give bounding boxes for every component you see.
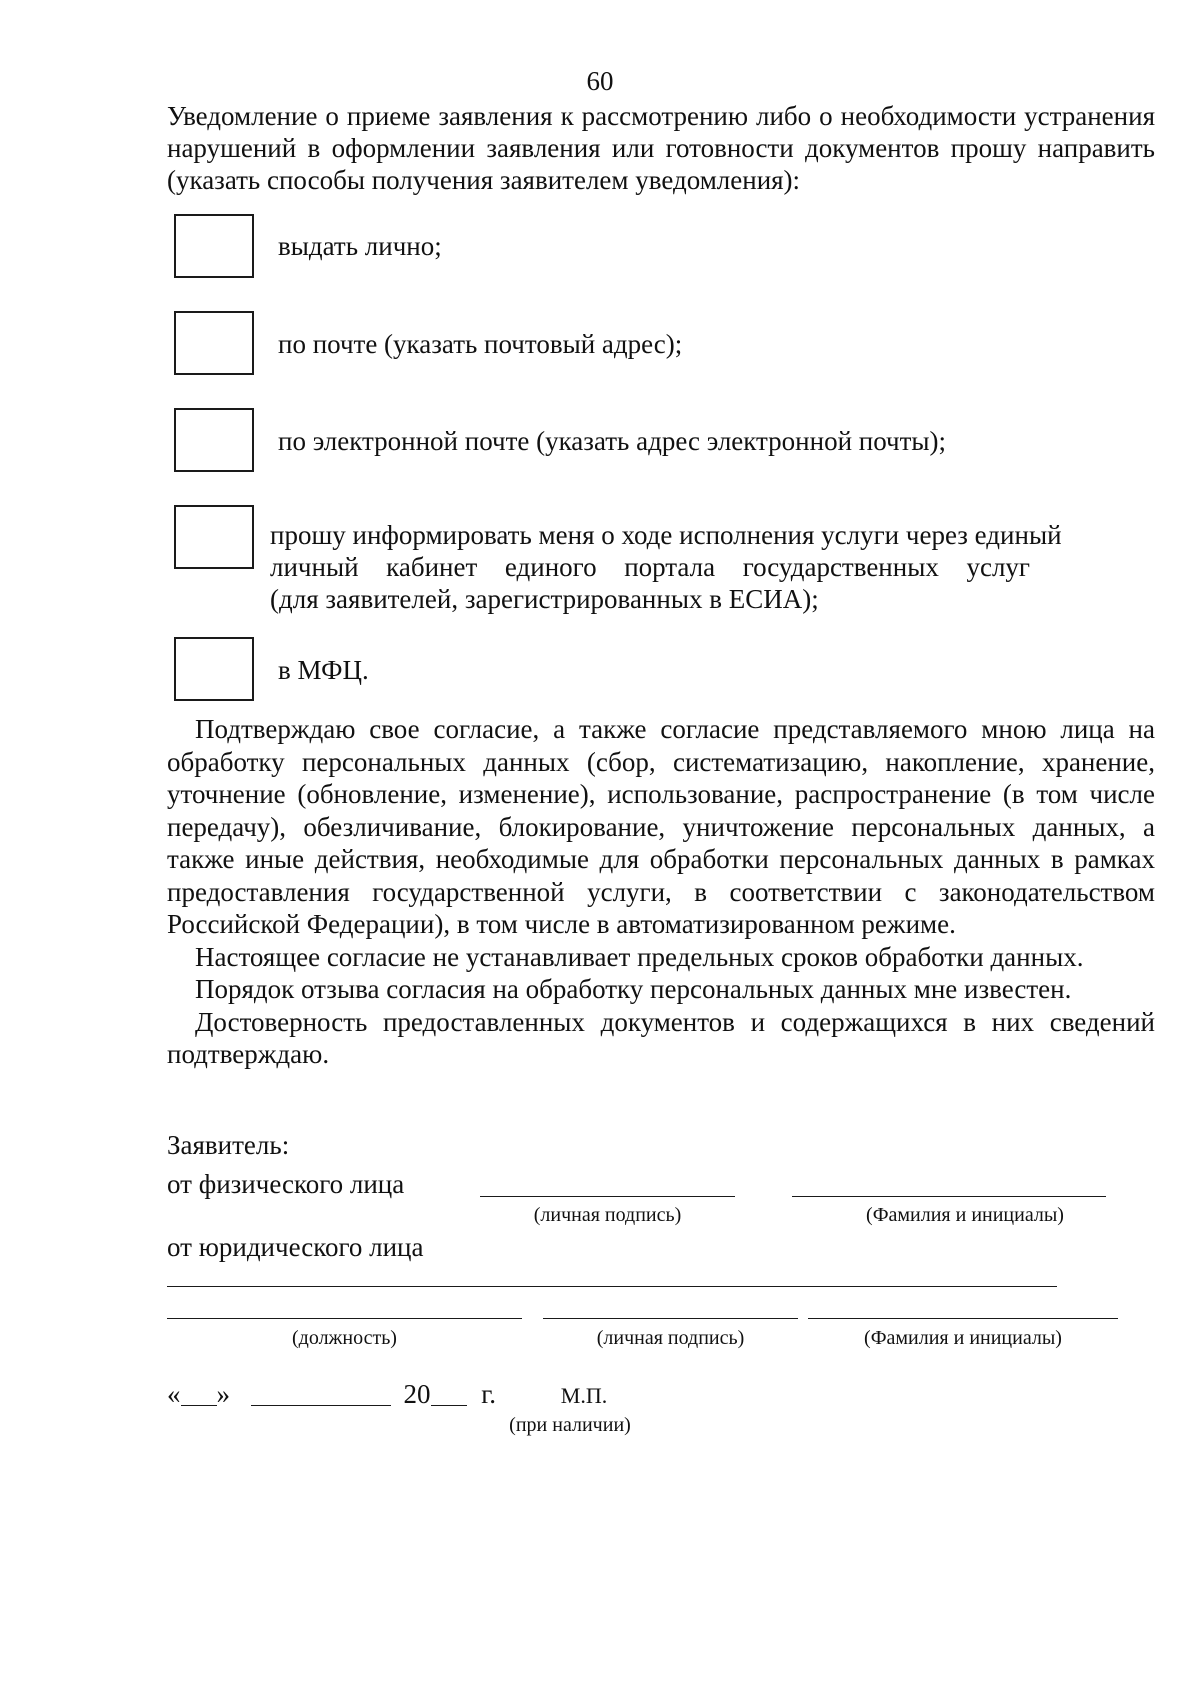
individual-name-caption: (Фамилия и инициалы) xyxy=(866,1204,1064,1226)
option-email-label: по электронной почте (указать адрес электронной почты); xyxy=(278,426,947,456)
date-year-prefix: 20 xyxy=(403,1379,431,1409)
authenticity-paragraph: Достоверность предоставленных документов и содержащихся в них сведений подтверждаю. xyxy=(167,1006,1155,1069)
position-caption: (должность) xyxy=(292,1327,397,1349)
checkbox-personal[interactable] xyxy=(174,214,254,278)
position-line[interactable] xyxy=(167,1318,522,1319)
legal-name-line[interactable] xyxy=(808,1318,1118,1319)
date-day-blank[interactable] xyxy=(181,1405,217,1406)
date-year-suffix: г. xyxy=(481,1379,497,1409)
option-mfc-label: в МФЦ. xyxy=(278,655,369,685)
date-month-blank[interactable] xyxy=(251,1405,391,1406)
option-portal-line-1: прошу информировать меня о ходе исполнения услуги через единый xyxy=(270,520,1062,550)
date-close-quote: » xyxy=(216,1379,230,1409)
option-mail-label: по почте (указать почтовый адрес); xyxy=(278,329,683,359)
stamp-note: (при наличии) xyxy=(509,1414,631,1436)
page-number: 60 xyxy=(586,66,614,96)
consent-section xyxy=(167,713,1155,1071)
option-personal-label: выдать лично; xyxy=(278,231,442,261)
checkbox-email[interactable] xyxy=(174,408,254,472)
legal-name-caption: (Фамилия и инициалы) xyxy=(864,1327,1062,1349)
stamp-label: М.П. xyxy=(560,1383,608,1408)
consent-term-paragraph: Настоящее согласие не устанавливает предельных сроков обработки данных. xyxy=(195,941,1084,972)
legal-entity-line[interactable] xyxy=(167,1286,1057,1287)
individual-signature-line[interactable] xyxy=(480,1196,735,1197)
individual-name-line[interactable] xyxy=(792,1196,1106,1197)
legal-label: от юридического лица xyxy=(167,1232,424,1262)
individual-label: от физического лица xyxy=(167,1169,405,1199)
option-portal-line-3: (для заявителей, зарегистрированных в ЕСИА); xyxy=(270,584,819,614)
legal-signature-line[interactable] xyxy=(543,1318,798,1319)
consent-revoke-paragraph: Порядок отзыва согласия на обработку персональных данных мне известен. xyxy=(195,974,1072,1004)
consent-paragraph: Подтверждаю свое согласие, а также согласие представляемого мною лица на обработку персональных данных (сбор, систематизацию, накопление, хранение, уточнение (обновление, изменение), использование, распространение (в том числе передачу), обезличивание, блокирование, уничтожение персональных данных, а также иные действия, необходимые для обработки персональных данных в рамках предоставления государственной услуги, в соответствии с законодательством Российской Федерации), в том числе в автоматизированном режиме. xyxy=(167,714,1155,939)
checkbox-mail[interactable] xyxy=(174,311,254,375)
notification-intro: Уведомление о приеме заявления к рассмотрению либо о необходимости устранения нарушений в оформлении заявления или готовности документов прошу направить (указать способы получения заявителем уведомления): xyxy=(167,101,1155,195)
individual-signature-caption: (личная подпись) xyxy=(533,1204,682,1226)
checkbox-portal[interactable] xyxy=(174,505,254,569)
applicant-title: Заявитель: xyxy=(167,1130,290,1160)
option-portal-label xyxy=(270,519,1120,615)
date-row xyxy=(167,1379,607,1410)
date-year-blank[interactable] xyxy=(431,1405,467,1406)
date-open-quote: « xyxy=(167,1379,181,1409)
legal-signature-caption: (личная подпись) xyxy=(596,1327,745,1349)
checkbox-mfc[interactable] xyxy=(174,637,254,701)
option-portal-line-2: личный кабинет единого портала государственных услуг xyxy=(270,552,1030,582)
